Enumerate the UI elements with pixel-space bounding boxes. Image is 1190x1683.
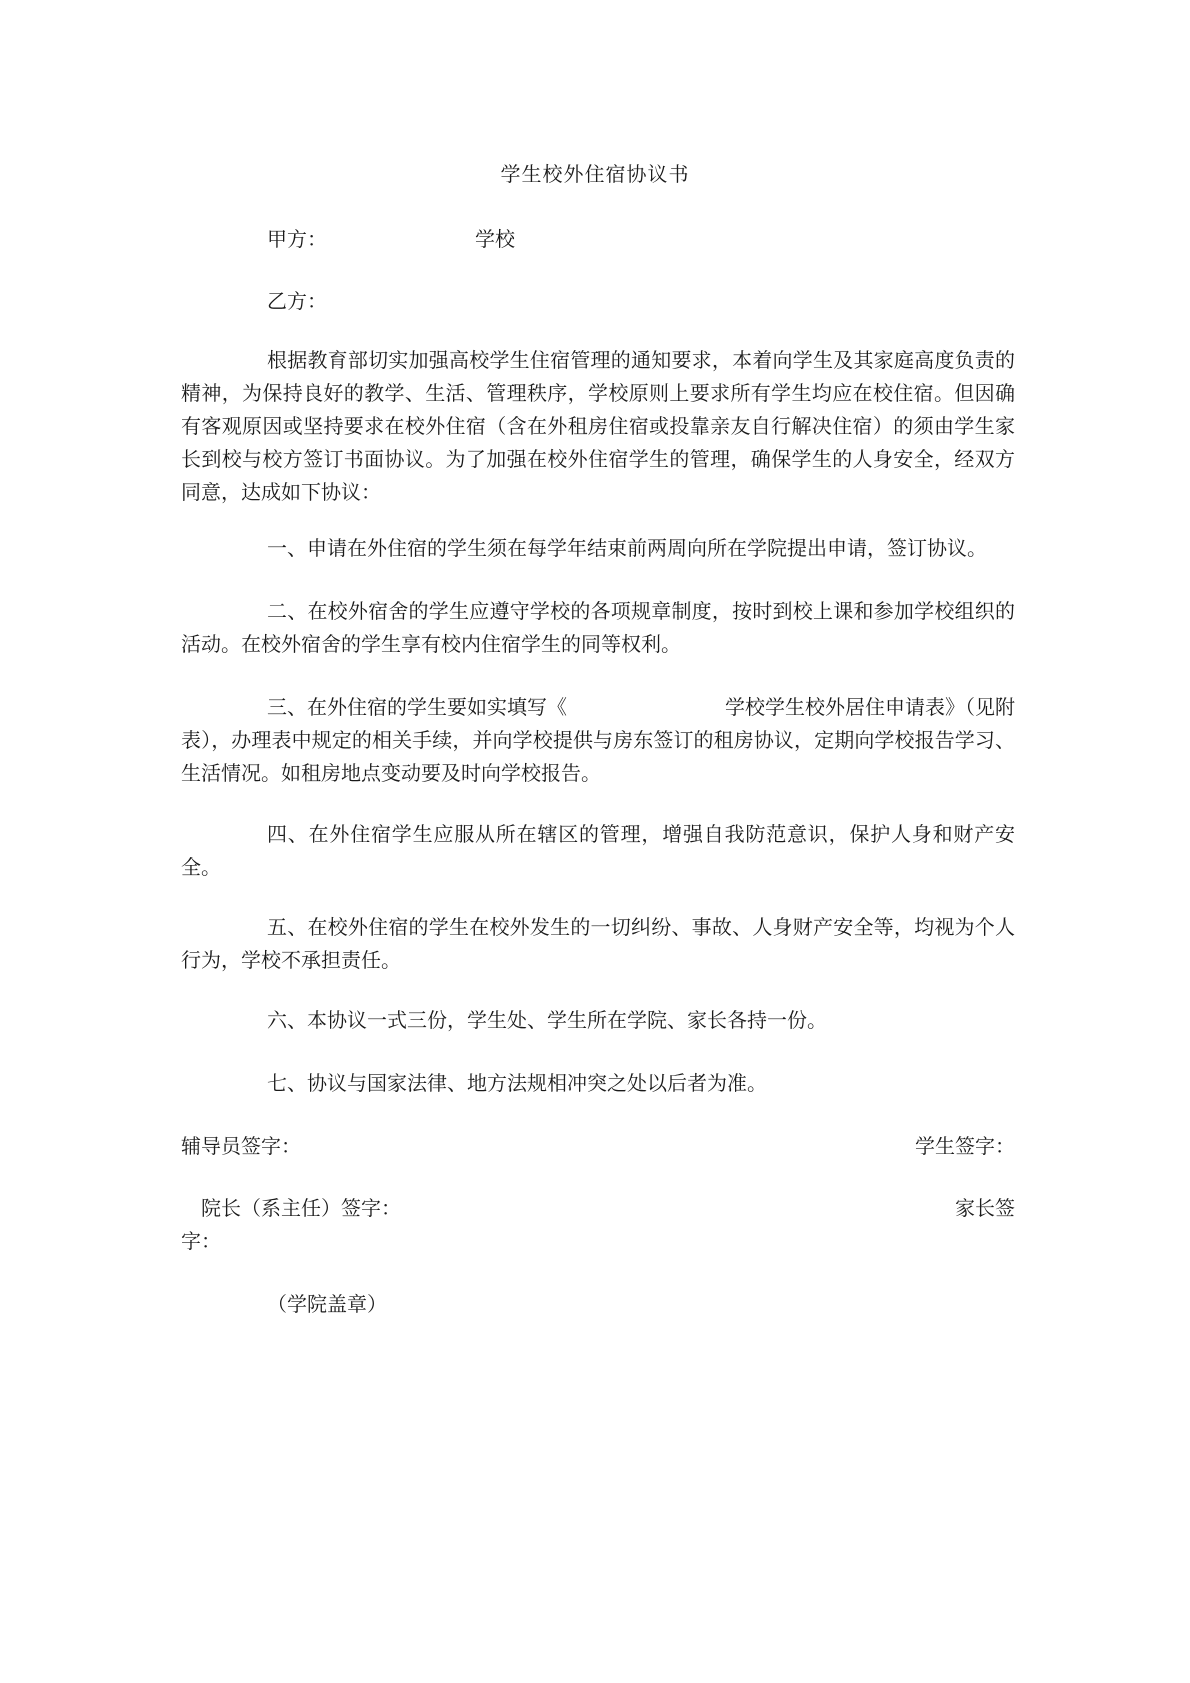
- document-title: 学生校外住宿协议书: [500, 162, 690, 186]
- clause-3-part-1: 三、在外住宿的学生要如实填写《: [267, 695, 567, 719]
- party-b-label: 乙方：: [267, 289, 327, 313]
- dean-signature: 院长（系主任）签字：: [201, 1196, 401, 1220]
- clause-1: 一、申请在外住宿的学生须在每学年结束前两周向所在学院提出申请，签订协议。: [267, 536, 987, 560]
- clause-7: 七、协议与国家法律、地方法规相冲突之处以后者为准。: [267, 1071, 767, 1095]
- parent-signature-part-2: 字：: [181, 1229, 221, 1253]
- parent-signature-part-1: 家长签: [955, 1196, 1015, 1220]
- clause-3-part-2: 学校学生校外居住申请表》（见附表），办理表中规定的相关手续，并向学校提供与房东签订的租房协议，定期向学校报告学习、生活情况。如租房地点变动要及时向学校报告。: [181, 695, 1015, 785]
- clause-3: [181, 691, 1015, 790]
- party-a-line: [267, 223, 515, 252]
- party-a-suffix: 学校: [475, 227, 515, 251]
- party-b-line: [267, 285, 327, 314]
- party-a-label: 甲方：: [267, 227, 327, 251]
- clause-5: 五、在校外住宿的学生在校外发生的一切纠纷、事故、人身财产安全等，均视为个人行为，学校不承担责任。: [181, 915, 1015, 972]
- college-seal-note: （学院盖章）: [267, 1292, 387, 1316]
- clause-4: 四、在外住宿学生应服从所在辖区的管理，增强自我防范意识，保护人身和财产安全。: [181, 822, 1015, 879]
- clause-6: 六、本协议一式三份，学生处、学生所在学院、家长各持一份。: [267, 1008, 827, 1032]
- intro-paragraph: 根据教育部切实加强高校学生住宿管理的通知要求，本着向学生及其家庭高度负责的精神，为保持良好的教学、生活、管理秩序，学校原则上要求所有学生均应在校住宿。但因确有客观原因或坚持要求在校外住宿（含在外租房住宿或投靠亲友自行解决住宿）的须由学生家长到校与校方签订书面协议。为了加强在校外住宿学生的管理，确保学生的人身安全，经双方同意，达成如下协议：: [181, 348, 1015, 504]
- clause-2: 二、在校外宿舍的学生应遵守学校的各项规章制度，按时到校上课和参加学校组织的活动。在校外宿舍的学生享有校内住宿学生的同等权利。: [181, 599, 1015, 656]
- student-signature: 学生签字：: [915, 1134, 1015, 1158]
- counselor-signature: 辅导员签字：: [181, 1134, 301, 1158]
